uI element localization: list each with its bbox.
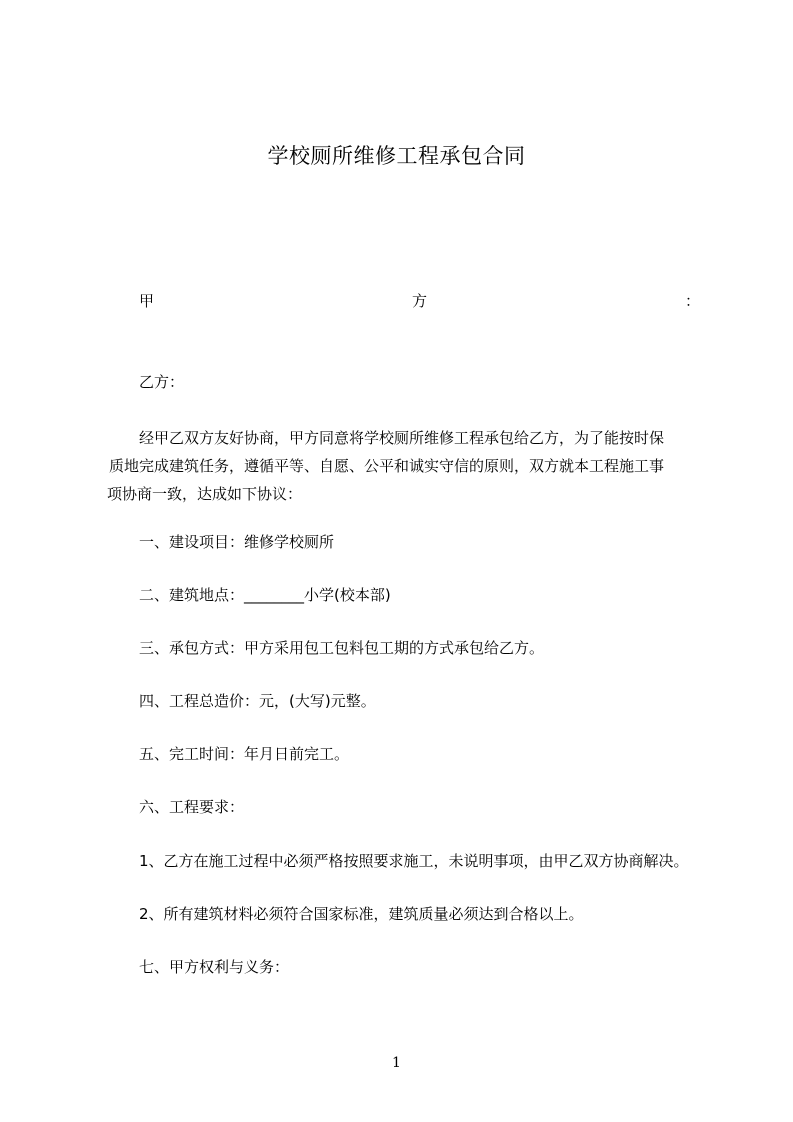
party-b-line: 乙方： — [139, 373, 185, 391]
clause-line: 2、所有建筑材料必须符合国家标准，建筑质量必须达到合格以上。 — [139, 905, 584, 923]
party-a-colon: ： — [685, 292, 701, 310]
clause-line: 三、承包方式：甲方采用包工包料包工期的方式承包给乙方。 — [139, 639, 545, 657]
clause-line: 七、甲方权利与义务： — [139, 958, 290, 976]
clause-line: 六、工程要求： — [139, 798, 245, 816]
clause-line: 五、完工时间：年月日前完工。 — [139, 745, 350, 763]
intro-line: 经甲乙双方友好协商，甲方同意将学校厕所维修工程承包给乙方，为了能按时保 — [139, 429, 665, 447]
intro-paragraph — [107, 424, 717, 508]
party-a-line — [139, 291, 701, 313]
party-a-char-2: 方 — [412, 292, 428, 310]
intro-line: 质地完成建筑任务，遵循平等、自愿、公平和诚实守信的原则，双方就本工程施工事 — [109, 457, 665, 475]
party-a-char-1: 甲 — [139, 292, 155, 310]
clause-line: 四、工程总造价：元，(大写)元整。 — [139, 692, 376, 710]
clause-line: 1、乙方在施工过程中必须严格按照要求施工，未说明事项，由甲乙双方协商解决。 — [139, 852, 689, 870]
intro-line: 项协商一致，达成如下协议： — [107, 485, 303, 503]
page-number: 1 — [392, 1055, 401, 1071]
clause-line: 一、建设项目：维修学校厕所 — [139, 533, 335, 551]
document-title: 学校厕所维修工程承包合同 — [267, 144, 526, 168]
clause-line: 二、建筑地点：________小学(校本部) — [139, 586, 391, 604]
